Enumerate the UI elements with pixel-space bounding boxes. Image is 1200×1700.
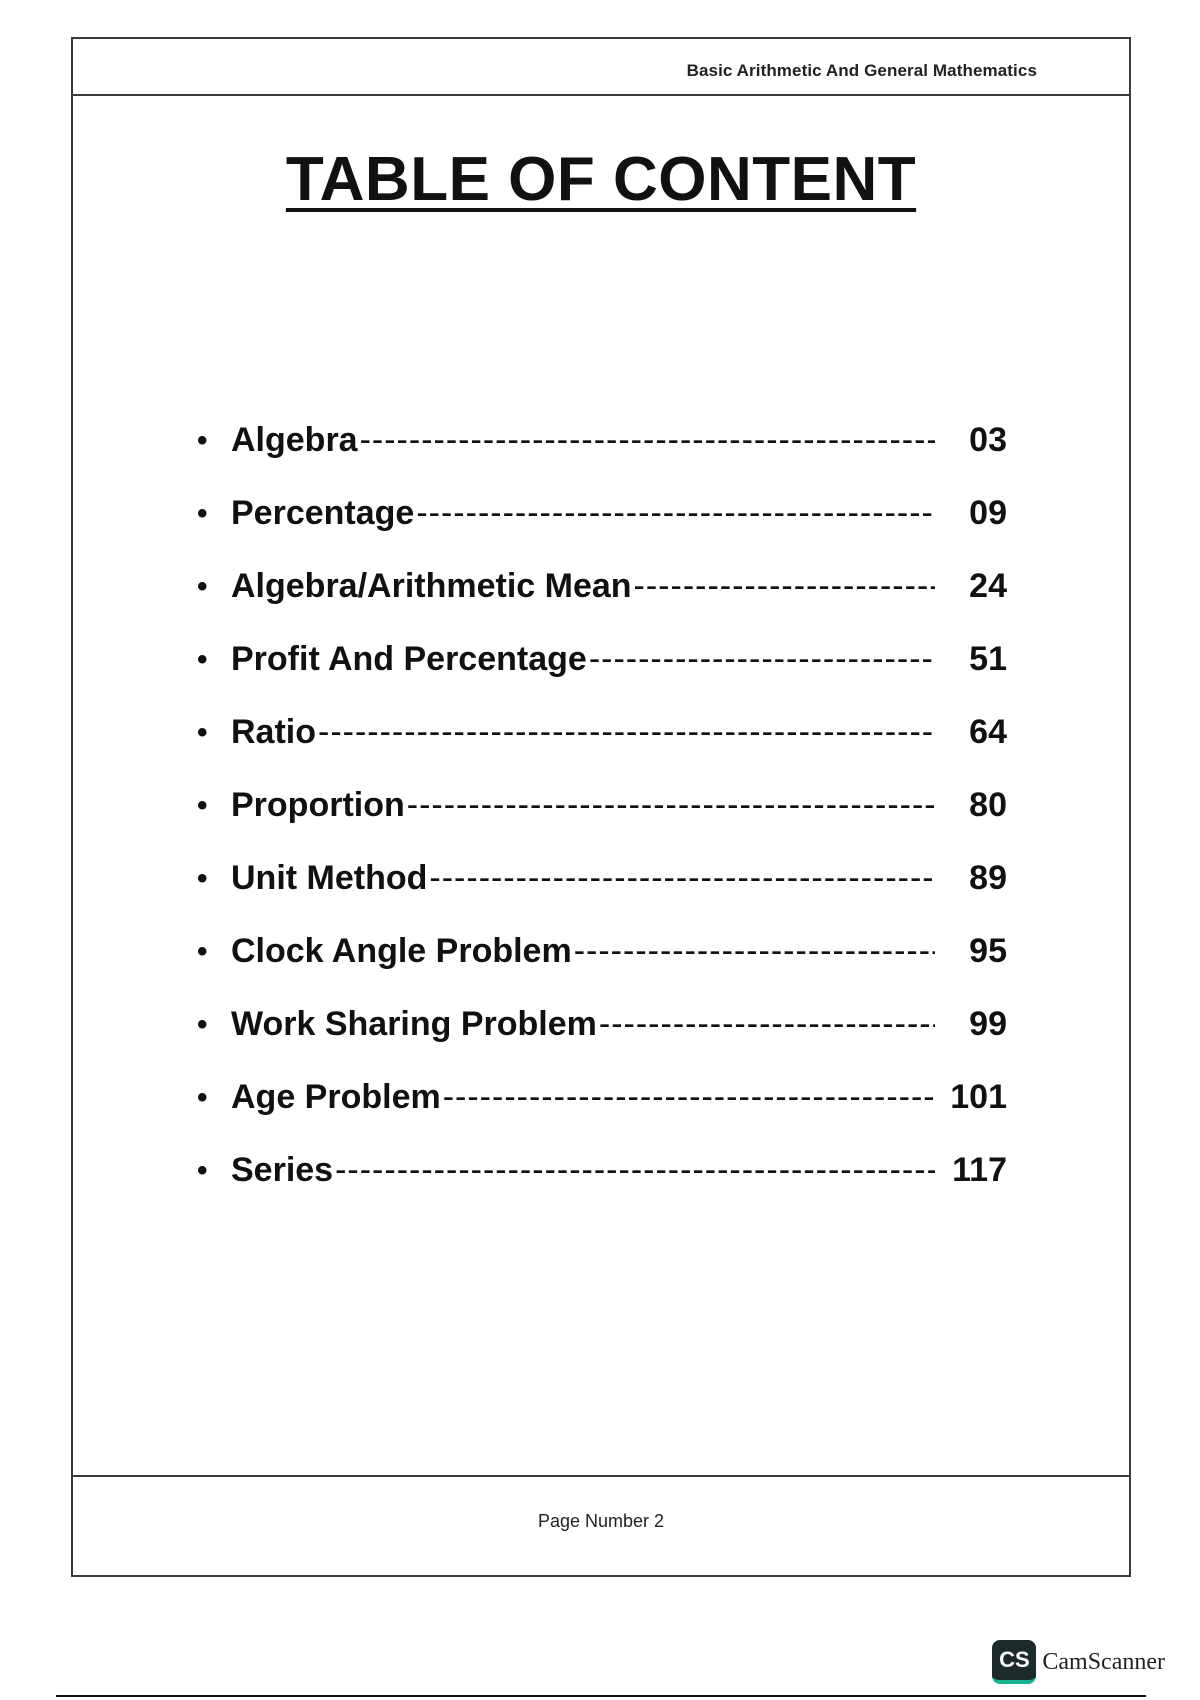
page-title [73, 144, 1129, 215]
toc-entry-label: Clock Angle Problem [231, 932, 572, 970]
toc-entry-algebra [197, 404, 1007, 477]
toc-entry-arithmetic-mean [197, 550, 1007, 623]
toc-entry-page: 89 [969, 859, 1007, 897]
toc-entry-ratio [197, 696, 1007, 769]
toc-entry-page: 99 [969, 1005, 1007, 1043]
document-page [71, 37, 1131, 1577]
toc-entry-age-problem [197, 1061, 1007, 1134]
toc-entry-page: 09 [969, 494, 1007, 532]
page-title-text: TABLE OF CONTENT [285, 145, 917, 214]
page-header [73, 39, 1129, 96]
bullet-icon: • [197, 423, 208, 457]
toc-leader-dashes [429, 859, 935, 898]
camscanner-brand: CamScanner [1042, 1648, 1165, 1675]
toc-entry-work-sharing [197, 988, 1007, 1061]
toc-entry-page: 117 [952, 1151, 1007, 1189]
header-title: Basic Arithmetic And General Mathematics [686, 61, 1037, 80]
toc-entry-label: Work Sharing Problem [231, 1005, 597, 1043]
toc-entry-series [197, 1134, 1007, 1207]
bullet-icon: • [197, 934, 208, 968]
toc-entry-label: Percentage [231, 494, 415, 532]
camscanner-watermark [992, 1640, 1165, 1684]
camscanner-logo-icon: CS [992, 1640, 1036, 1684]
toc-entry-page: 64 [969, 713, 1007, 751]
toc-entry-profit [197, 623, 1007, 696]
toc-entry-label: Age Problem [231, 1078, 441, 1116]
toc-entry-proportion [197, 769, 1007, 842]
toc-entry-page: 03 [969, 421, 1007, 459]
toc-leader-dashes [416, 494, 935, 533]
toc-leader-dashes [318, 713, 935, 752]
scan-edge-divider [56, 1695, 1146, 1697]
toc-entry-clock-angle [197, 915, 1007, 988]
toc-entry-label: Ratio [231, 713, 316, 751]
toc-leader-dashes [574, 932, 935, 971]
toc-entry-label: Algebra/Arithmetic Mean [231, 567, 632, 605]
toc-leader-dashes [589, 640, 935, 679]
toc-leader-dashes [634, 567, 935, 606]
bullet-icon: • [197, 1080, 208, 1114]
toc-leader-dashes [407, 786, 935, 825]
bullet-icon: • [197, 861, 208, 895]
toc-entry-label: Profit And Percentage [231, 640, 587, 678]
page-footer [73, 1475, 1129, 1575]
bullet-icon: • [197, 788, 208, 822]
bullet-icon: • [197, 642, 208, 676]
toc-leader-dashes [335, 1151, 935, 1190]
toc-entry-page: 101 [950, 1078, 1007, 1116]
table-of-contents [197, 404, 1007, 1207]
toc-entry-label: Proportion [231, 786, 405, 824]
bullet-icon: • [197, 1007, 208, 1041]
toc-leader-dashes [360, 421, 935, 460]
bullet-icon: • [197, 496, 208, 530]
toc-leader-dashes [599, 1005, 935, 1044]
toc-entry-page: 95 [969, 932, 1007, 970]
toc-entry-unit-method [197, 842, 1007, 915]
toc-entry-label: Algebra [231, 421, 358, 459]
toc-entry-page: 24 [969, 567, 1007, 605]
bullet-icon: • [197, 569, 208, 603]
toc-entry-page: 80 [969, 786, 1007, 824]
toc-entry-percentage [197, 477, 1007, 550]
toc-entry-label: Series [231, 1151, 334, 1189]
toc-leader-dashes [443, 1078, 935, 1117]
bullet-icon: • [197, 1153, 208, 1187]
toc-entry-label: Unit Method [231, 859, 428, 897]
bullet-icon: • [197, 715, 208, 749]
toc-entry-page: 51 [969, 640, 1007, 678]
page-number: Page Number 2 [537, 1511, 665, 1531]
